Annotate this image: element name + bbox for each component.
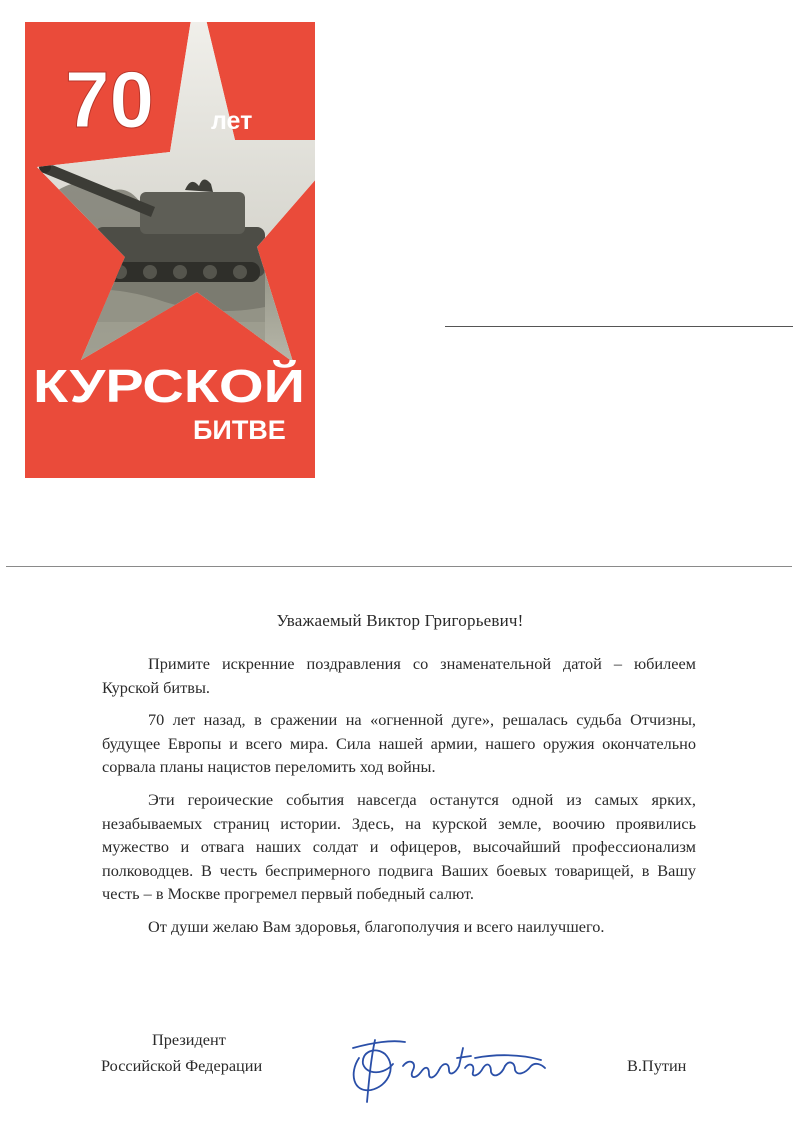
signatory-name: В.Путин: [627, 1056, 687, 1075]
paragraph-congratulations: Примите искренние поздравления со знаменательной датой – юбилеем Курской битвы.: [102, 654, 696, 697]
card-title-line2: БИТВЕ: [193, 415, 286, 445]
paragraph-heroism: Эти героические события навсегда останутся одной из самых ярких, незабываемых страниц истории. Здесь, на курской земле, воочию проявились мужество и отвага наших солдат и офицеров, высочайший профессионализм полководцев. В честь беспримерного подвига Ваших боевых товарищей, в Вашу честь – в Москве прогремел первый победный салют.: [102, 789, 696, 904]
card-number: 70: [65, 55, 154, 144]
paragraph-wishes: От души желаю Вам здоровья, благополучия и всего наилучшего.: [148, 916, 605, 936]
signatory-title-line2: Российской Федерации: [101, 1056, 263, 1075]
signatory-title-line1: Президент: [152, 1030, 226, 1049]
fold-line: [6, 566, 792, 567]
card-title-line1: КУРСКОЙ: [33, 360, 305, 412]
paragraph-history: 70 лет назад, в сражении на «огненной дуге», решалась судьба Отчизны, будущее Европы и всего мира. Сила нашей армии, нашего оружия окончательно сорвала планы нацистов переломить ход войны.: [102, 710, 696, 777]
card-years-word: лет: [211, 107, 253, 135]
letter-body: [102, 652, 696, 948]
salutation: Уважаемый Виктор Григорьевич!: [276, 611, 524, 630]
address-line: [445, 326, 793, 327]
card-artwork: [25, 22, 315, 478]
commemorative-card: [25, 22, 315, 478]
handwritten-signature: [345, 1018, 555, 1106]
